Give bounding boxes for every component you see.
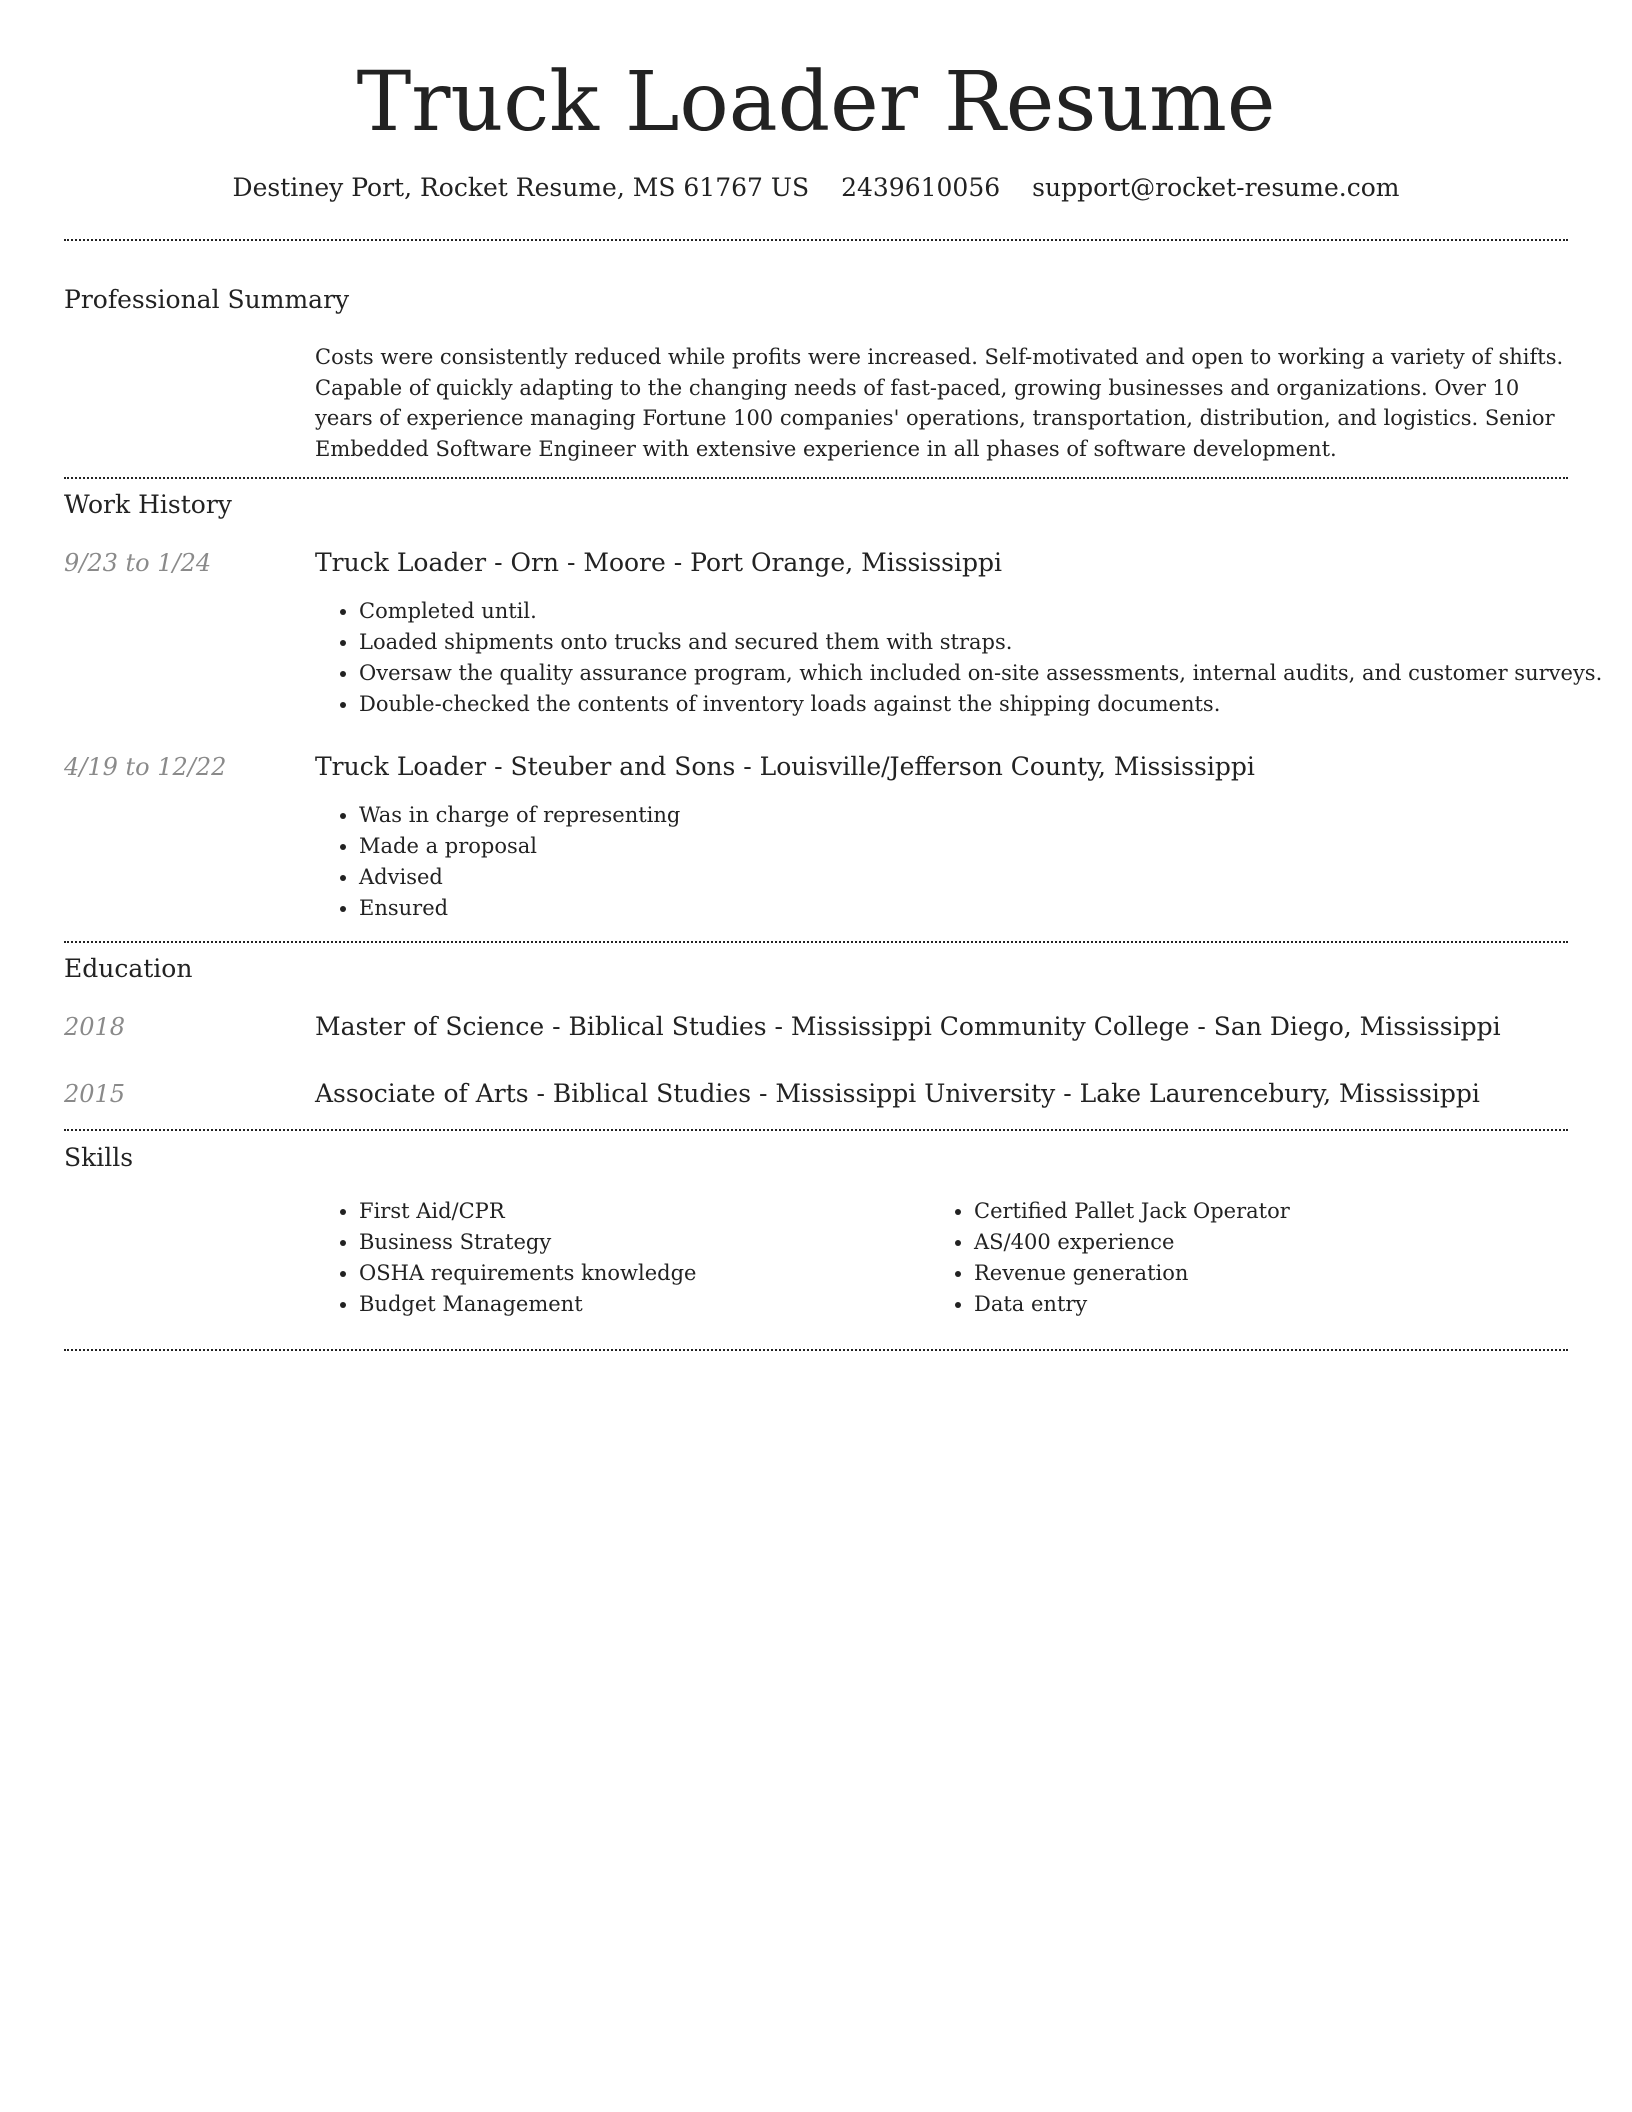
skills-list-right bbox=[930, 1196, 1290, 1320]
list-item: • Loaded shipments onto trucks and secured them with straps. bbox=[359, 627, 1602, 658]
education-degree: Associate of Arts - Biblical Studies bbox=[315, 1079, 752, 1108]
job-title: Truck Loader - Steuber and Sons - Louisville/Jefferson County, Mississippi bbox=[315, 752, 1255, 781]
contact-email: support@rocket-resume.com bbox=[1032, 173, 1400, 202]
skill-item: • Business Strategy bbox=[359, 1227, 696, 1258]
list-item: • Was in charge of representing bbox=[359, 800, 680, 831]
education-entry bbox=[315, 1010, 1501, 1044]
education-year: 2015 bbox=[64, 1080, 126, 1108]
divider bbox=[64, 477, 1568, 479]
skill-item: • AS/400 experience bbox=[974, 1227, 1290, 1258]
list-item: • Advised bbox=[359, 862, 680, 893]
job-dates: 9/23 to 1/24 bbox=[64, 549, 212, 577]
summary-heading: Professional Summary bbox=[64, 285, 350, 314]
education-school: - Mississippi Community College - San Diego, Mississippi bbox=[766, 1012, 1501, 1041]
education-heading: Education bbox=[64, 954, 193, 983]
divider bbox=[64, 941, 1568, 943]
skills-heading: Skills bbox=[64, 1143, 134, 1172]
job-dates: 4/19 to 12/22 bbox=[64, 753, 227, 781]
skill-item: • OSHA requirements knowledge bbox=[359, 1258, 696, 1289]
education-year: 2018 bbox=[64, 1013, 126, 1041]
list-item: • Completed until. bbox=[359, 596, 1602, 627]
skill-item: • Revenue generation bbox=[974, 1258, 1290, 1289]
skill-item: • Data entry bbox=[974, 1289, 1290, 1320]
skill-item: • Certified Pallet Jack Operator bbox=[974, 1196, 1290, 1227]
education-school: - Mississippi University - Lake Laurencebury, Mississippi bbox=[751, 1079, 1480, 1108]
contact-address: Destiney Port, Rocket Resume, MS 61767 US bbox=[232, 173, 810, 202]
page-title: Truck Loader Resume bbox=[356, 55, 1276, 150]
job-bullets bbox=[315, 800, 680, 924]
summary-text: Costs were consistently reduced while profits were increased. Self-motivated and open to working a variety of shifts. Capable of quickly adapting to the changing needs of fast-paced, growing businesses and organizations. Over 10 years of experience managing Fortune 100 companies' operations, transportation, distribution, and logistics. Senior Embedded Software Engineer with extensive experience in all phases of software development. bbox=[315, 345, 1564, 462]
contact-line bbox=[0, 170, 1632, 206]
job-title: Truck Loader - Orn - Moore - Port Orange, Mississippi bbox=[315, 548, 1002, 577]
education-entry bbox=[315, 1077, 1480, 1111]
skill-item: • First Aid/CPR bbox=[359, 1196, 696, 1227]
list-item: • Oversaw the quality assurance program, which included on-site assessments, internal audits, and customer surveys. bbox=[359, 658, 1602, 689]
list-item: • Ensured bbox=[359, 893, 680, 924]
skill-item: • Budget Management bbox=[359, 1289, 696, 1320]
divider bbox=[64, 1349, 1568, 1351]
list-item: • Made a proposal bbox=[359, 831, 680, 862]
divider bbox=[64, 239, 1568, 241]
job-bullets bbox=[315, 596, 1602, 720]
skills-list-left bbox=[315, 1196, 696, 1320]
divider bbox=[64, 1129, 1568, 1131]
education-degree: Master of Science - Biblical Studies bbox=[315, 1012, 767, 1041]
contact-phone: 2439610056 bbox=[841, 173, 1001, 202]
list-item: • Double-checked the contents of inventory loads against the shipping documents. bbox=[359, 689, 1602, 720]
work-history-heading: Work History bbox=[64, 490, 232, 519]
